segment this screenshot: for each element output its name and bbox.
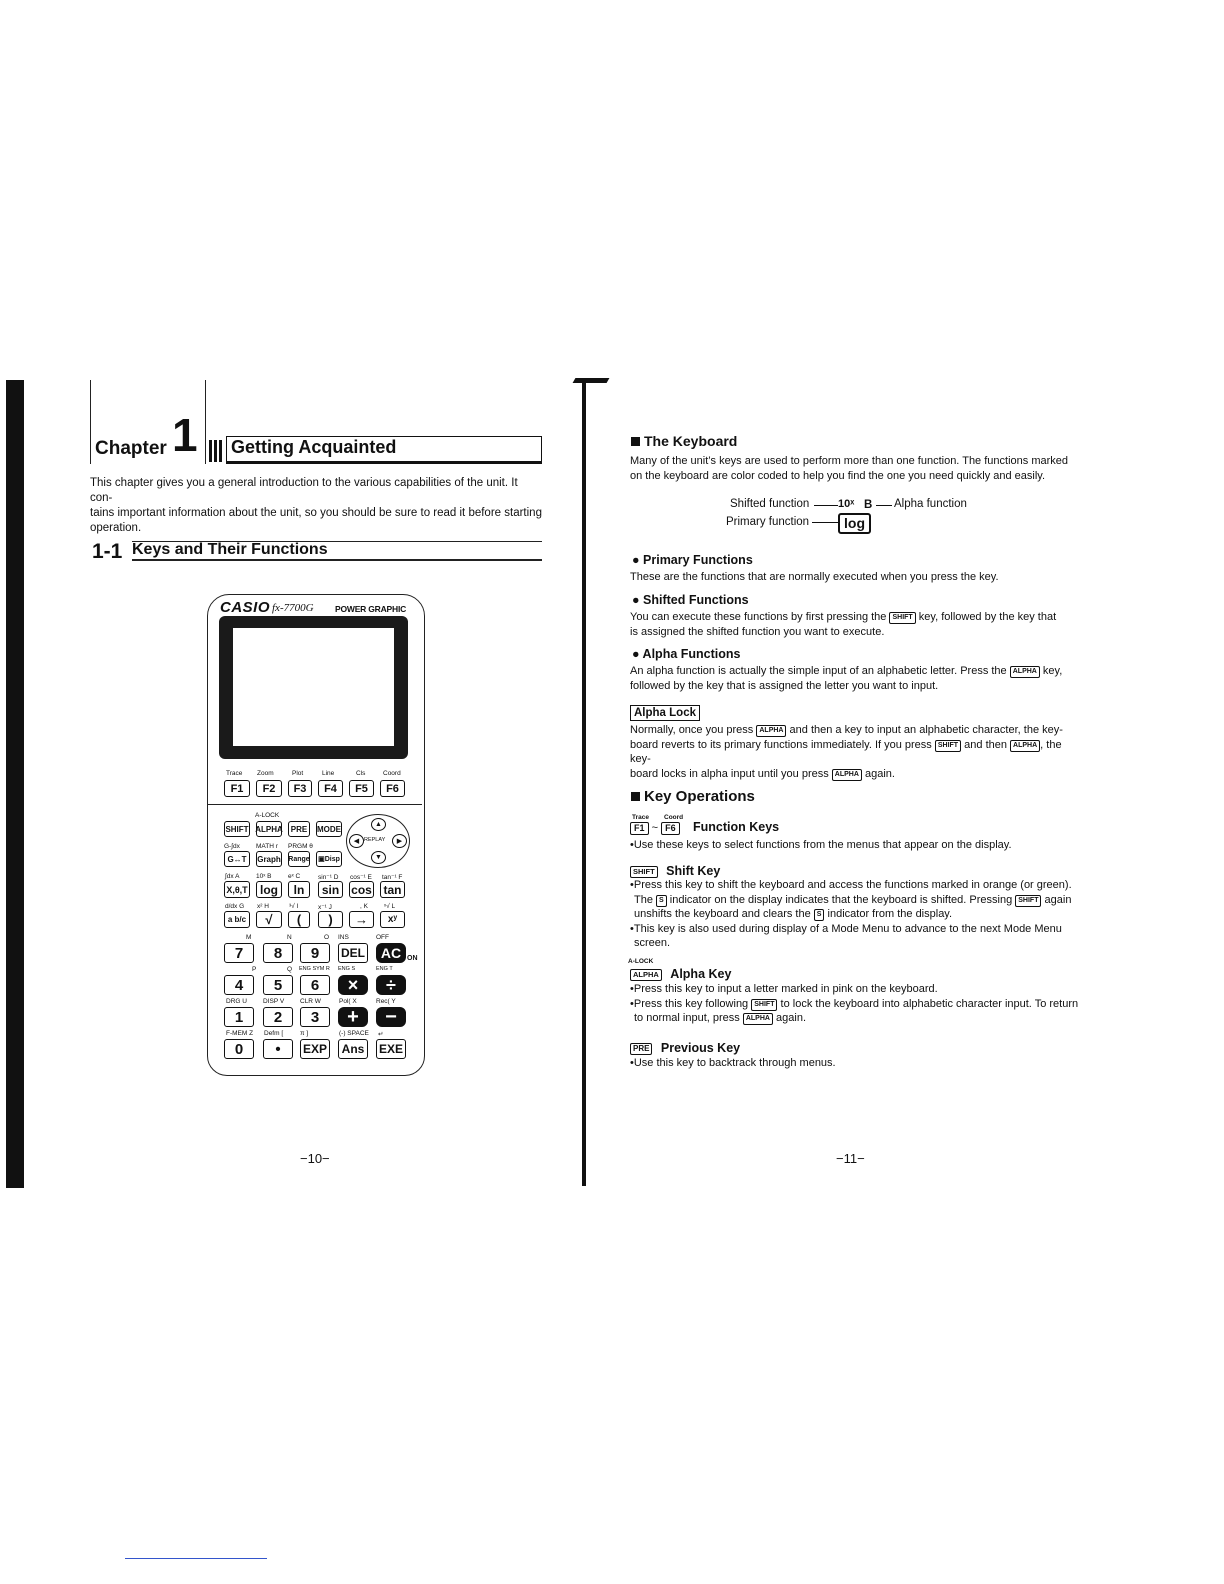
- intro-line: tains important information about the unit, so you should be sure to read it before starting: [90, 507, 542, 519]
- right-arrow-icon: ▶: [392, 834, 407, 848]
- g-t-key: G↔T: [224, 851, 250, 867]
- multiply-key: ×: [338, 975, 368, 995]
- power-key: xʸ: [380, 911, 405, 928]
- alpha-key-heading: ALPHA Alpha Key: [630, 965, 731, 983]
- primary-function-label: Primary function: [726, 516, 810, 528]
- tan-key: tan: [380, 881, 405, 898]
- xthetat-key: X,θ,T: [224, 881, 250, 898]
- book-spine-top: [573, 378, 610, 383]
- s-indicator-icon: S: [814, 909, 825, 921]
- f6-key: F6: [380, 780, 405, 797]
- key-label: ENG S: [338, 966, 356, 972]
- left-edge-shadow: [6, 380, 24, 1188]
- calculator-model: fx-7700G: [272, 602, 314, 614]
- key-label: F-MEM Z: [226, 1030, 254, 1037]
- key-label: π ]: [300, 1030, 309, 1037]
- shift-key-icon: SHIFT: [935, 740, 961, 752]
- plus-key: +: [338, 1007, 368, 1027]
- left-arrow-icon: ◀: [349, 834, 364, 848]
- digit-2-key: 2: [263, 1007, 293, 1027]
- primary-functions-heading: ● Primary Functions: [632, 553, 753, 567]
- square-bullet-icon: [631, 437, 640, 446]
- pre-key: PRE: [288, 821, 310, 837]
- leader-line: [814, 505, 838, 506]
- chapter-intro: [90, 476, 542, 536]
- decimal-point-key: •: [263, 1039, 293, 1059]
- log-key-diagram: log: [838, 513, 871, 534]
- leader-line: [812, 522, 838, 523]
- key-label: tan⁻¹ F: [382, 874, 403, 881]
- digit-4-key: 4: [224, 975, 254, 995]
- key-operations-heading: Key Operations: [631, 788, 755, 805]
- shift-key-icon: SHIFT: [630, 866, 658, 878]
- alpha-key-icon: ALPHA: [832, 769, 862, 781]
- paragraph-line: Many of the unit’s keys are used to perform more than one function. The functions marked: [630, 455, 1068, 467]
- digit-0-key: 0: [224, 1039, 254, 1059]
- section-rule-bottom: [132, 559, 542, 561]
- chapter-title: Getting Acquainted: [231, 437, 397, 457]
- paragraph-line: on the keyboard are color coded to help you find the one you need quickly and easily.: [630, 469, 1046, 482]
- previous-key-text: •Use this key to backtrack through menus.: [630, 1057, 836, 1069]
- alpha-functions-text: An alpha function is actually the simple input of an alphabetic letter. Press the ALPHA key, followed by the key that is assigned the letter you want to input.: [630, 665, 1063, 692]
- alock-label: A-LOCK: [628, 958, 654, 965]
- key-label: Defm [: [264, 1030, 284, 1037]
- log-key: log: [256, 881, 282, 898]
- f1-key-icon: F1: [630, 822, 649, 835]
- shifted-function-value: 10ˣ: [838, 498, 855, 510]
- alpha-key-icon: ALPHA: [1010, 666, 1040, 678]
- key-label: x² H: [257, 903, 269, 910]
- f3-key: F3: [288, 780, 312, 797]
- fkey-label: Coord: [383, 770, 401, 777]
- alpha-key-text: •Press this key to input a letter marked in pink on the keyboard. •Press this key following SHIFT to lock the keyboard into alphabetic character input. To return to normal input, press ALPHA again.: [630, 983, 1079, 1024]
- function-keys-range: F1 ~ F6: [630, 822, 680, 835]
- alpha-key-icon: ALPHA: [743, 1013, 773, 1025]
- previous-key-heading: PRE Previous Key: [630, 1039, 740, 1057]
- function-keys-heading: Function Keys: [693, 820, 780, 834]
- key-label: G-∫dx: [224, 843, 240, 850]
- f1-key: F1: [224, 780, 250, 797]
- down-arrow-icon: ▼: [371, 851, 386, 864]
- graph-key: Graph: [256, 851, 282, 867]
- key-label: (-) SPACE: [339, 1030, 369, 1037]
- key-label: DRG U: [226, 998, 247, 1005]
- alpha-lock-heading: Alpha Lock: [630, 703, 700, 721]
- del-key: DEL: [338, 943, 368, 963]
- shift-key-icon: SHIFT: [889, 612, 915, 624]
- calculator-series: POWER GRAPHIC: [335, 604, 407, 614]
- assign-arrow-key: →: [349, 911, 374, 928]
- exe-key: EXE: [376, 1039, 406, 1059]
- shift-key-text: •Press this key to shift the keyboard and access the functions marked in orange (or green). The S indicator on the display indicates that the keyboard is shifted. Pressing SHIFT again unshifts the keyboard and clears the S indicator from the display. •This key is also used during display of a Mode Menu to advance to the next Mode Menu screen.: [630, 879, 1072, 949]
- key-label: eˣ C: [288, 873, 301, 880]
- key-label: x⁻¹ J: [318, 904, 332, 911]
- key-label: ∫dx A: [225, 873, 240, 880]
- calculator-divider: [208, 804, 422, 805]
- key-label: cos⁻¹ E: [350, 874, 372, 881]
- function-keys-text: •Use these keys to select functions from the menus that appear on the display.: [630, 839, 1012, 851]
- key-label: 10ˣ B: [256, 873, 272, 880]
- on-label: ON: [407, 955, 418, 962]
- key-label: , K: [360, 903, 368, 910]
- key-label: d/dx G: [225, 903, 245, 910]
- key-label: Pol( X: [339, 998, 357, 1005]
- alpha-lock-text: Normally, once you press ALPHA and then a key to input an alphabetic character, the key- board reverts to its primary functions immediately. If you press SHIFT and then ALPHA , the key- board locks in alpha input until you press ALPHA again.: [630, 724, 1063, 780]
- key-label: M: [246, 934, 252, 941]
- alpha-key-icon: ALPHA: [1010, 740, 1040, 752]
- key-label: DISP V: [263, 998, 285, 1005]
- alpha-key: ALPHA: [256, 821, 282, 837]
- up-arrow-icon: ▲: [371, 818, 386, 831]
- alpha-key-icon: ALPHA: [756, 725, 786, 737]
- square-bullet-icon: [631, 792, 640, 801]
- digit-8-key: 8: [263, 943, 293, 963]
- keyboard-paragraph: [630, 454, 1085, 483]
- shifted-functions-text: You can execute these functions by first pressing the SHIFT key, followed by the key that is assigned the shifted function you want to execute.: [630, 611, 1057, 638]
- leader-line: [876, 505, 892, 506]
- digit-3-key: 3: [300, 1007, 330, 1027]
- key-label: ³√ I: [289, 903, 299, 910]
- shift-key-heading: SHIFT Shift Key: [630, 862, 720, 880]
- close-paren-key: ): [318, 911, 343, 928]
- shift-key-icon: SHIFT: [1015, 895, 1041, 907]
- key-label: Q: [287, 966, 293, 973]
- divide-key: ÷: [376, 975, 406, 995]
- key-label: PRGM θ: [288, 843, 313, 850]
- primary-functions-text: These are the functions that are normally executed when you press the key.: [630, 571, 999, 583]
- key-label: ENG SYM R: [299, 966, 330, 972]
- open-paren-key: (: [288, 911, 310, 928]
- sin-key: sin: [318, 881, 343, 898]
- disp-key: ▣Disp: [316, 851, 342, 867]
- exp-key: EXP: [300, 1039, 330, 1059]
- key-label: INS: [338, 934, 349, 941]
- key-label: N: [287, 934, 292, 941]
- replay-label: REPLAY: [364, 837, 386, 843]
- book-spine: [582, 378, 586, 1186]
- shifted-functions-heading: ● Shifted Functions: [632, 593, 749, 607]
- scan-artifact-line: [125, 1558, 267, 1559]
- key-label: ˣ√ L: [384, 903, 396, 910]
- chapter-word: Chapter: [95, 438, 167, 459]
- alpha-functions-heading: ● Alpha Functions: [632, 647, 741, 661]
- fkey-label: Plot: [292, 770, 304, 777]
- key-label: O: [324, 934, 330, 941]
- chapter-bars: [209, 440, 225, 462]
- calculator-screen: [233, 628, 394, 746]
- key-label: CLR W: [300, 998, 321, 1005]
- fkey-label: Line: [322, 770, 335, 777]
- sqrt-key: √: [256, 911, 282, 928]
- intro-line: operation.: [90, 522, 142, 534]
- key-label: sin⁻¹ D: [318, 874, 339, 881]
- alpha-function-label: Alpha function: [894, 498, 967, 510]
- digit-9-key: 9: [300, 943, 330, 963]
- coord-label: Coord: [664, 814, 684, 821]
- ans-key: Ans: [338, 1039, 368, 1059]
- digit-7-key: 7: [224, 943, 254, 963]
- f4-key: F4: [318, 780, 343, 797]
- trace-label: Trace: [632, 814, 649, 821]
- alock-label: A-LOCK: [255, 812, 280, 819]
- ln-key: ln: [288, 881, 310, 898]
- shifted-function-label: Shifted function: [730, 498, 810, 510]
- key-label: P: [252, 966, 257, 973]
- ac-key: AC: [376, 943, 406, 963]
- alpha-key-icon: ALPHA: [630, 969, 662, 981]
- page-number-left: −10−: [300, 1151, 330, 1166]
- f2-key: F2: [256, 780, 282, 797]
- digit-6-key: 6: [300, 975, 330, 995]
- s-indicator-icon: S: [656, 895, 667, 907]
- pre-key-icon: PRE: [630, 1043, 652, 1055]
- intro-line: This chapter gives you a general introduction to the various capabilities of the unit. It con-: [90, 477, 518, 504]
- key-label: ↵: [378, 1031, 384, 1038]
- key-label: OFF: [376, 934, 389, 941]
- fraction-key: a b/c: [224, 911, 250, 928]
- alpha-letter: B: [864, 499, 873, 511]
- keyboard-heading: The Keyboard: [631, 433, 737, 449]
- digit-1-key: 1: [224, 1007, 254, 1027]
- fkey-label: Zoom: [257, 770, 274, 777]
- digit-5-key: 5: [263, 975, 293, 995]
- mode-key: MODE: [316, 821, 342, 837]
- cos-key: cos: [349, 881, 374, 898]
- fkey-label: Cls: [356, 770, 366, 777]
- key-label: ENG T: [376, 966, 393, 972]
- key-label: MATH r: [256, 843, 278, 850]
- section-title: Keys and Their Functions: [132, 541, 328, 558]
- section-number: 1-1: [92, 540, 123, 563]
- range-key: Range: [288, 851, 310, 867]
- chapter-number: 1: [172, 409, 198, 461]
- f5-key: F5: [349, 780, 374, 797]
- minus-key: −: [376, 1007, 406, 1027]
- key-label: Rec( Y: [376, 998, 396, 1005]
- calculator-brand: CASIO: [220, 599, 271, 616]
- shift-key-icon: SHIFT: [751, 999, 777, 1011]
- fkey-label: Trace: [226, 770, 243, 777]
- f6-key-icon: F6: [661, 822, 680, 835]
- shift-key: SHIFT: [224, 821, 250, 837]
- page-number-right: −11−: [836, 1151, 865, 1166]
